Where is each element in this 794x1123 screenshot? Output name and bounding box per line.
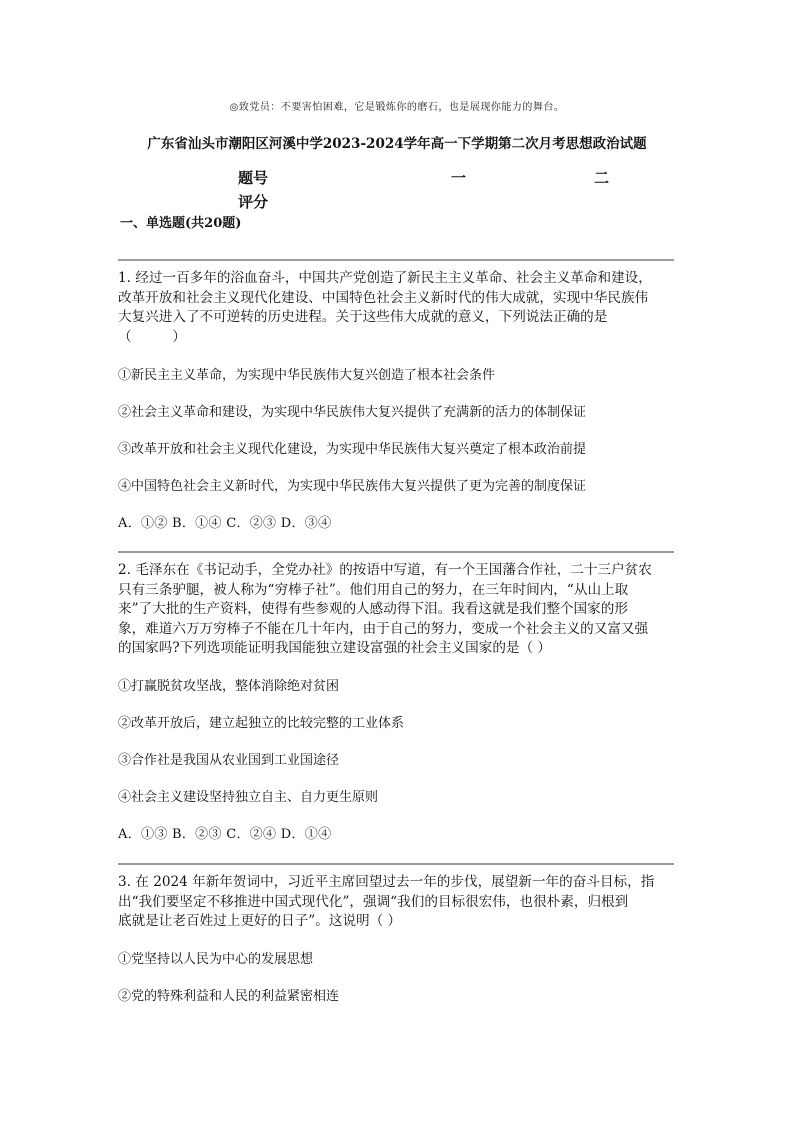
question-3-option-1: ①党坚持以人民为中心的发展思想 [118,951,314,967]
score-label-tihao: 题号 [238,169,269,187]
question-divider [118,863,674,865]
question-2-option-3: ③合作社是我国从农业国到工业国途径 [118,752,340,768]
question-2-option-2: ②改革开放后，建立起独立的比较完整的工业体系 [118,715,405,731]
score-col-1: 一 [451,169,467,187]
question-1-option-4: ④中国特色社会主义新时代，为实现中华民族伟大复兴提供了更为完善的制度保证 [118,479,587,494]
question-2 [118,551,674,844]
score-col-2: 二 [594,169,610,187]
question-3-stem [118,873,674,932]
stem-line: 出“我们要坚定不移推进中国式现代化”，强调“我们的目标很宏伟，也很朴素，归根到 [118,893,629,910]
question-1 [118,259,674,533]
stem-line: 大复兴进入了不可逆转的历史进程。关于这些伟大成就的意义，下列说法正确的是 [118,309,608,325]
stem-line: 的国家吗?下列选项能证明我国能独立建设富强的社会主义国家的是（ ） [118,640,552,656]
question-2-choices: A．①③ B．②③ C．②④ D．①④ [118,826,332,842]
question-1-choices: A．①② B．①④ C．②③ D．③④ [118,516,332,531]
question-divider [118,551,674,553]
stem-line: 只有三条驴腿，被人称为“穷棒子社”。他们用自己的努力，在三年时间内，“从山上取 [118,581,629,598]
question-2-option-1: ①打赢脱贫攻坚战，整体消除绝对贫困 [118,678,340,694]
question-2-stem [118,561,674,659]
question-3-option-2: ②党的特殊利益和人民的利益紧密相连 [118,988,340,1004]
question-1-option-1: ①新民主主义革命，为实现中华民族伟大复兴创造了根本社会条件 [118,368,496,383]
question-1-option-3: ③改革开放和社会主义现代化建设，为实现中华民族伟大复兴奠定了根本政治前提 [118,442,587,457]
stem-line: 3. 在 2024 年新年贺词中，习近平主席回望过去一年的步伐，展望新一年的奋斗目标，指 [118,874,655,890]
question-1-option-2: ②社会主义革命和建设，为实现中华民族伟大复兴提供了充满新的活力的体制保证 [118,405,587,420]
stem-line: 2. 毛泽东在《书记动手，全党办社》的按语中写道，有一个王国藩合作社，二十三户贫农 [118,562,652,578]
stem-line: （ ） [118,328,186,345]
stem-line: 来”了大批的生产资料，使得有些参观的人感动得下泪。我看这就是我们整个国家的形 [118,601,628,617]
question-2-option-4: ④社会主义建设坚持独立自主、自力更生原则 [118,789,379,805]
page-title: 广东省汕头市潮阳区河溪中学2023-2024学年高一下学期第二次月考思想政治试题 [147,136,647,152]
stem-line: 底就是让老百姓过上更好的日子”。这说明（ ） [118,913,402,929]
question-divider [118,259,674,261]
score-label-pingfen: 评分 [238,193,269,211]
question-1-stem [118,269,674,347]
stem-line: 象，难道六万万穷棒子不能在几十年内，由于自己的努力，变成一个社会主义的又富又强 [118,620,649,637]
question-3 [118,863,674,1006]
stem-line: 1. 经过一百多年的浴血奋斗，中国共产党创造了新民主主义革命、社会主义革命和建设， [118,270,652,286]
section-heading: 一、单选题(共20题) [120,216,242,231]
stem-line: 改革开放和社会主义现代化建设、中国特色社会主义新时代的伟大成就，实现中华民族伟 [118,289,649,306]
motto-line: ◎致党员：不要害怕困难，它是锻炼你的磨石，也是展现你能力的舞台。 [229,102,565,113]
